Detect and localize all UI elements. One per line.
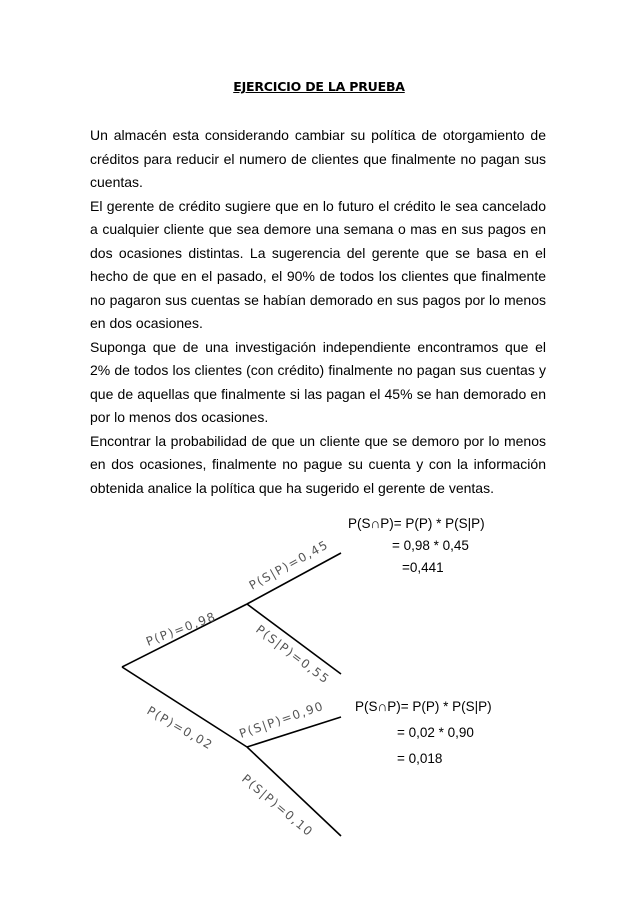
- label-upper-up: P(S|P)=0,45: [246, 537, 332, 593]
- document-title: EJERCICIO DE LA PRUEBA: [233, 79, 405, 94]
- paragraph: Suponga que de una investigación independiente encontramos que el 2% de todos los clientes (con crédito) finalmente no pagan sus cuentas y que de aquellas que finalmente si las pagan el 45% se han demorado en por lo menos dos ocasiones.: [90, 338, 546, 425]
- formula-line: P(S∩P)= P(P) * P(S|P): [348, 516, 485, 531]
- formula-bottom: [355, 696, 492, 770]
- formula-line: =0,441: [402, 560, 444, 575]
- branch-p-098: [122, 604, 247, 667]
- paragraph: Un almacén esta considerando cambiar su política de otorgamiento de créditos para reducir el numero de clientes que finalmente no pagan sus cuentas.: [90, 127, 546, 190]
- paragraph: Encontrar la probabilidad de que un cliente que se demoro por lo menos en dos ocasiones, finalmente no pague su cuenta y con la información obtenida analice la política que ha sugerido el gerente de ventas.: [90, 432, 546, 496]
- formula-line: = 0,98 * 0,45: [392, 538, 469, 553]
- label-p-098: P(P)=0,98: [144, 609, 219, 649]
- formula-line: = 0,018: [397, 751, 443, 766]
- label-p-002: P(P)=0,02: [144, 703, 216, 753]
- formula-line: P(S∩P)= P(P) * P(S|P): [355, 699, 492, 714]
- label-lower-down: P(S|P)=0,10: [239, 771, 317, 840]
- label-upper-down: P(S|P)=0,55: [253, 622, 333, 687]
- formula-top: [348, 513, 485, 579]
- paragraph: El gerente de crédito sugiere que en lo futuro el crédito le sea cancelado a cualquier cliente que sea demore una semana o mas en sus pagos en dos ocasiones distintas. La sugerencia del gerente que se basa en el hecho de que en el pasado, el 90% de todos los clientes que finalmente no pagaron sus cuentas se habían demorado en sus pagos por lo menos en dos ocasiones.: [90, 197, 546, 331]
- label-lower-up: P(S|P)=0,90: [237, 698, 326, 741]
- formula-line: = 0,02 * 0,90: [397, 725, 474, 740]
